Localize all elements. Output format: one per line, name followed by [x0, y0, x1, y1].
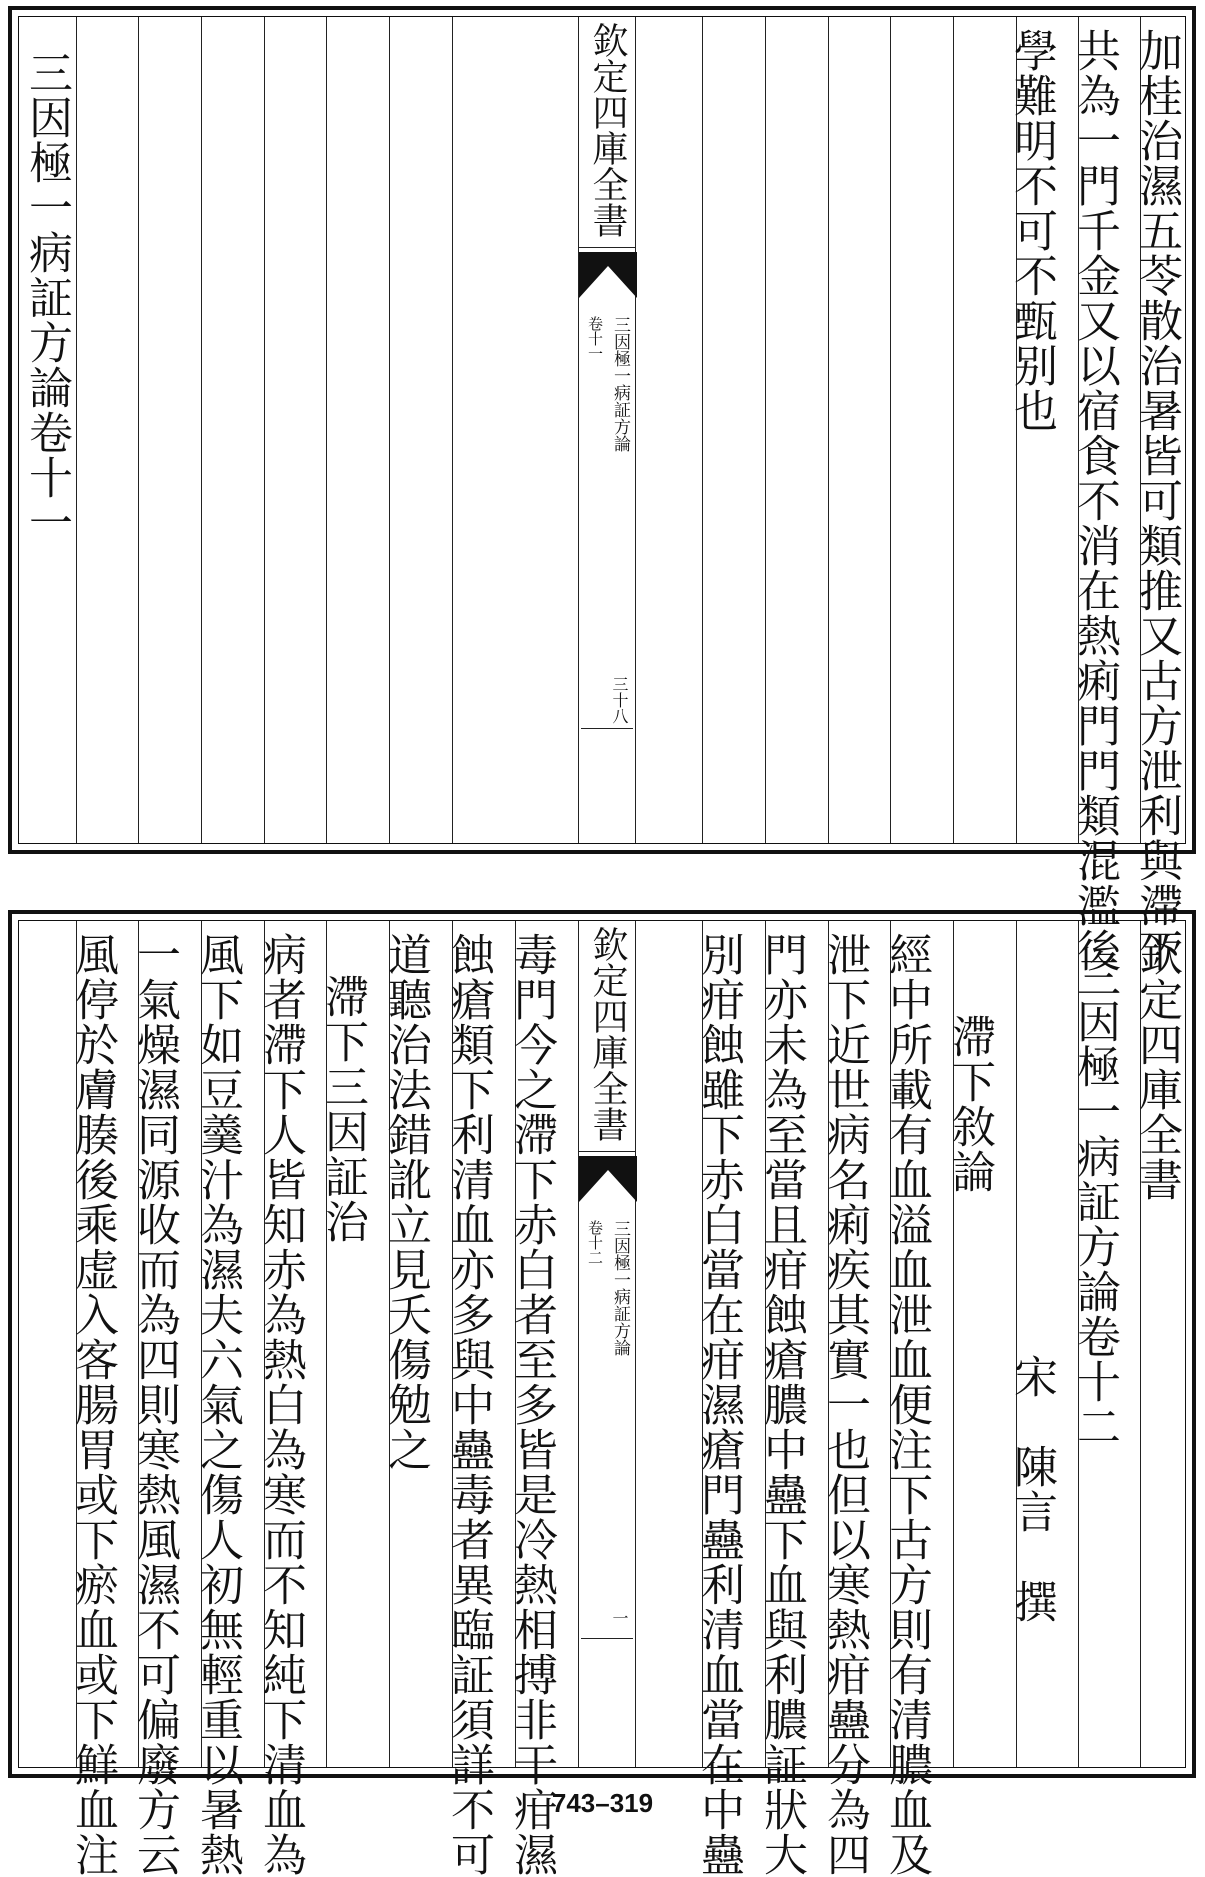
column-rule [1016, 920, 1017, 1768]
column-rule [201, 16, 202, 844]
text-column: 毒門今之滯下赤白者至多皆是冷熱相搏非干疳濕 [506, 932, 557, 1877]
page-number: 743–319 [551, 1788, 654, 1818]
column-rule [702, 16, 703, 844]
text-column: 共為一門千金又以宿食不消在熱痢門門類混濫後 [1069, 28, 1120, 973]
divider [581, 728, 633, 729]
volume-end-title: 三因極一病証方論卷十一 [21, 50, 72, 545]
text-column: 門亦未為至當且疳蝕瘡膿中蠱下血與利膿証狀大 [756, 932, 807, 1877]
text-column: 別疳蝕雖下赤白當在疳濕瘡門蠱利清血當在中蠱 [693, 932, 744, 1877]
text-column: 經中所載有血溢血泄血便注下古方則有清膿血及 [881, 932, 932, 1877]
column-rule [890, 16, 891, 844]
top-page [8, 6, 1196, 973]
column-rule [326, 16, 327, 844]
center-fold-volume: 卷十一 [586, 316, 604, 361]
center-fold-book-title: 三因極一病証方論 [610, 316, 630, 452]
text-column: 風下如豆羹汁為濕夫六氣之傷人初無輕重以暑熱 [192, 932, 243, 1877]
center-fold-page-number: 三十八 [610, 676, 629, 724]
column-rule [452, 16, 453, 844]
center-fold [578, 920, 636, 1768]
center-fold-title: 欽定四庫全書 [579, 16, 635, 248]
book-series-title: 欽定四庫全書 [1131, 932, 1182, 1202]
center-fold-book-title: 三因極一病証方論 [610, 1220, 630, 1356]
center-fold-page-number: 一 [610, 1610, 629, 1626]
text-column: 學難明不可不甄别也 [1006, 28, 1057, 433]
column-rule [138, 16, 139, 844]
section-heading: 滯下三因証治 [317, 974, 368, 1244]
column-rule [828, 16, 829, 844]
text-column: 道聽治法錯訛立見夭傷勉之 [380, 932, 431, 1472]
fish-tail-mark-icon [579, 252, 637, 298]
column-rule [765, 16, 766, 844]
volume-title: 三因極一病証方論卷十二 [1069, 954, 1120, 1449]
text-column: 泄下近世病名痢疾其實一也但以寒熱疳蠱分為四 [819, 932, 870, 1877]
text-column: 風停於膚腠後乘虚入客腸胃或下瘀血或下鮮血注 [67, 932, 118, 1877]
text-column: 一氣燥濕同源收而為四則寒熱風濕不可偏廢方云 [129, 932, 180, 1877]
text-column: 加桂治濕五苓散治暑皆可類推又古方泄利與滯下 [1131, 28, 1182, 973]
column-rule [953, 16, 954, 844]
fish-tail-mark-icon [579, 1156, 637, 1202]
column-rule [264, 16, 265, 844]
text-column: 病者滯下人皆知赤為熱白為寒而不知純下清血為 [255, 932, 306, 1877]
section-heading: 滯下敘論 [944, 1014, 995, 1194]
column-rule [389, 16, 390, 844]
center-fold-title: 欽定四庫全書 [579, 920, 635, 1152]
author-line: 宋 陳言 撰 [1006, 1354, 1057, 1624]
text-column: 蝕瘡類下利清血亦多與中蠱毒者異臨証須詳不可 [443, 932, 494, 1877]
center-fold [578, 16, 636, 844]
center-fold-volume: 卷十二 [586, 1220, 604, 1265]
divider [581, 1638, 633, 1639]
